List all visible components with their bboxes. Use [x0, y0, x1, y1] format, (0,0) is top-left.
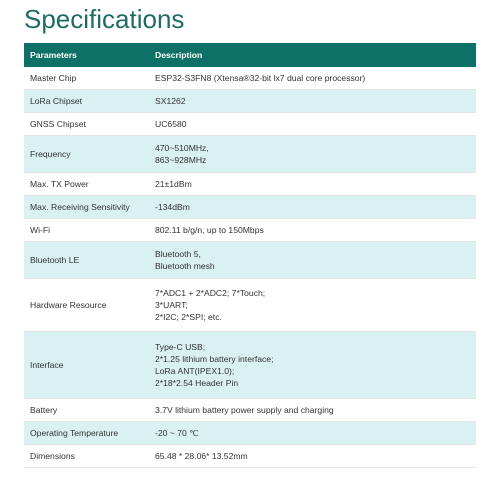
param-cell: Operating Temperature [24, 422, 149, 445]
table-row [24, 422, 476, 445]
desc-cell: Type-C USB; 2*1.25 lithium battery interface; LoRa ANT(IPEX1.0); 2*18*2.54 Header Pin [149, 332, 476, 399]
param-cell: Dimensions [24, 445, 149, 468]
table-row [24, 90, 476, 113]
desc-cell: UC6580 [149, 113, 476, 136]
desc-cell: -134dBm [149, 196, 476, 219]
header-parameters: Parameters [24, 43, 149, 67]
table-row [24, 242, 476, 279]
table-header-row [24, 43, 476, 67]
table-row [24, 113, 476, 136]
param-cell: Wi-Fi [24, 219, 149, 242]
desc-cell: 65.48 * 28.06* 13.52mm [149, 445, 476, 468]
param-cell: LoRa Chipset [24, 90, 149, 113]
param-cell: Master Chip [24, 67, 149, 90]
specifications-table [24, 43, 476, 468]
param-cell: Max. Receiving Sensitivity [24, 196, 149, 219]
param-cell: Frequency [24, 136, 149, 173]
param-cell: Max. TX Power [24, 173, 149, 196]
table-row [24, 279, 476, 332]
table-row [24, 196, 476, 219]
param-cell: Battery [24, 399, 149, 422]
header-description: Description [149, 43, 476, 67]
desc-cell: 802.11 b/g/n, up to 150Mbps [149, 219, 476, 242]
param-cell: GNSS Chipset [24, 113, 149, 136]
desc-cell: 470~510MHz, 863~928MHz [149, 136, 476, 173]
desc-cell: -20 ~ 70 ℃ [149, 422, 476, 445]
table-row [24, 173, 476, 196]
table-row [24, 445, 476, 468]
desc-cell: 3.7V lithium battery power supply and charging [149, 399, 476, 422]
table-row [24, 332, 476, 399]
param-cell: Bluetooth LE [24, 242, 149, 279]
desc-cell: 21±1dBm [149, 173, 476, 196]
table-row [24, 136, 476, 173]
desc-cell: Bluetooth 5, Bluetooth mesh [149, 242, 476, 279]
table-row [24, 219, 476, 242]
page-title: Specifications [24, 4, 185, 34]
table-row [24, 399, 476, 422]
desc-cell: SX1262 [149, 90, 476, 113]
table-row [24, 67, 476, 90]
param-cell: Interface [24, 332, 149, 399]
desc-cell: 7*ADC1 + 2*ADC2; 7*Touch; 3*UART; 2*I2C; 2*SPI; etc. [149, 279, 476, 332]
desc-cell: ESP32-S3FN8 (Xtensa®32-bit lx7 dual core processor) [149, 67, 476, 90]
param-cell: Hardware Resource [24, 279, 149, 332]
